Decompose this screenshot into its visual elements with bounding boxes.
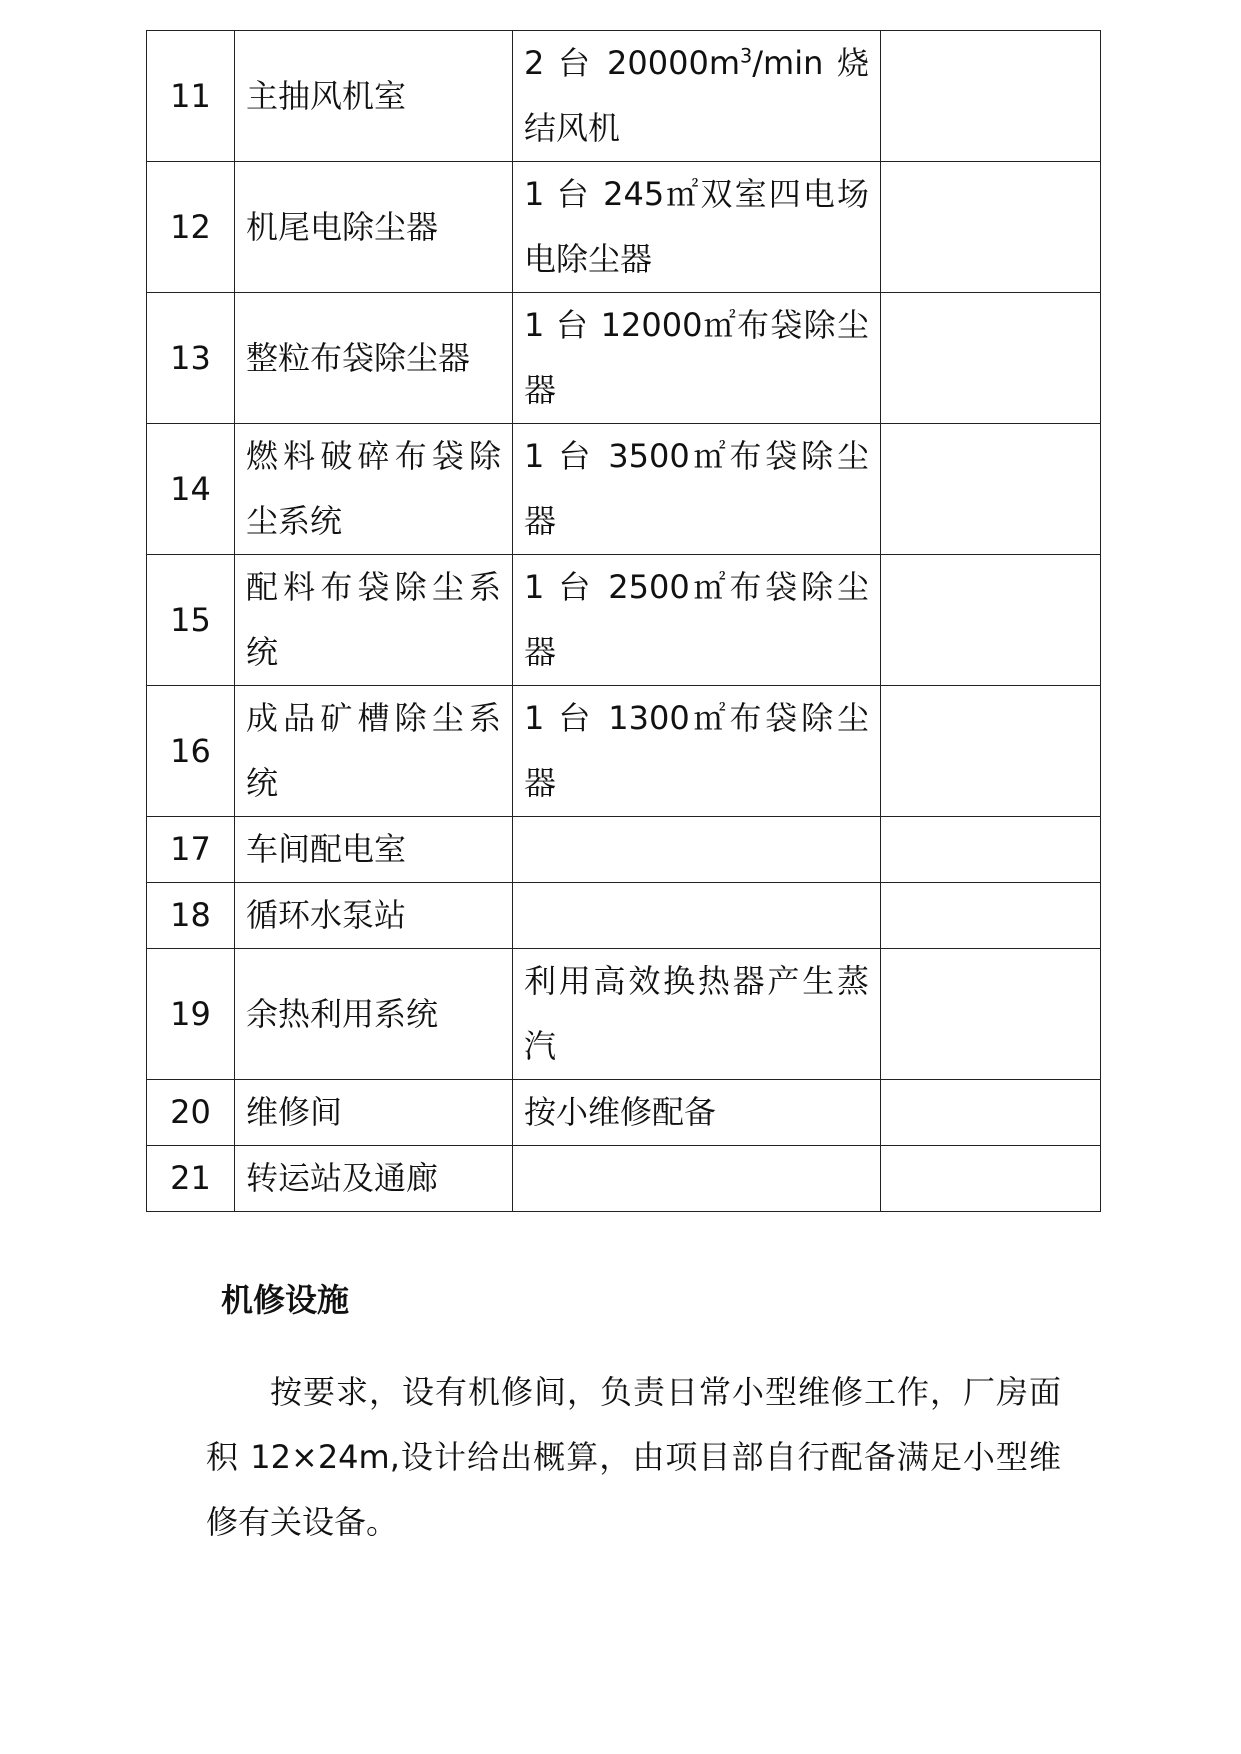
facility-name: 配料布袋除尘系统 xyxy=(235,555,513,686)
row-number: 18 xyxy=(147,883,235,949)
facility-note xyxy=(881,555,1101,686)
table-row xyxy=(147,1080,1101,1146)
facility-note xyxy=(881,293,1101,424)
facility-name: 主抽风机室 xyxy=(235,31,513,162)
facility-name: 整粒布袋除尘器 xyxy=(235,293,513,424)
facility-name: 循环水泵站 xyxy=(235,883,513,949)
facility-note xyxy=(881,949,1101,1080)
table-row xyxy=(147,883,1101,949)
facility-spec: 1 台 245㎡双室四电场电除尘器 xyxy=(513,162,881,293)
facility-note xyxy=(881,1080,1101,1146)
facility-name: 维修间 xyxy=(235,1080,513,1146)
row-number: 13 xyxy=(147,293,235,424)
section-heading: 机修设施 xyxy=(221,1281,350,1319)
row-number: 17 xyxy=(147,817,235,883)
spec-prefix: 2 台 20000m xyxy=(524,44,741,82)
facility-spec: 利用高效换热器产生蒸汽 xyxy=(513,949,881,1080)
table-row xyxy=(147,817,1101,883)
facility-spec: 1 台 2500㎡布袋除尘器 xyxy=(513,555,881,686)
facility-name: 燃料破碎布袋除尘系统 xyxy=(235,424,513,555)
facility-note xyxy=(881,686,1101,817)
facility-spec xyxy=(513,817,881,883)
row-number: 20 xyxy=(147,1080,235,1146)
facility-note xyxy=(881,1146,1101,1212)
row-number: 11 xyxy=(147,31,235,162)
facility-spec: 1 台 1300㎡布袋除尘器 xyxy=(513,686,881,817)
table-row xyxy=(147,555,1101,686)
row-number: 14 xyxy=(147,424,235,555)
row-number: 19 xyxy=(147,949,235,1080)
section-paragraph: 按要求，设有机修间，负责日常小型维修工作，厂房面积 12×24m,设计给出概算，由项目部自行配备满足小型维修有关设备。 xyxy=(206,1373,1061,1541)
facility-name: 转运站及通廊 xyxy=(235,1146,513,1212)
facility-spec: 1 台 3500㎡布袋除尘器 xyxy=(513,424,881,555)
spec-suffix: /min 烧结风机 xyxy=(524,44,869,147)
facility-note xyxy=(881,817,1101,883)
row-number: 12 xyxy=(147,162,235,293)
facility-spec: 按小维修配备 xyxy=(513,1080,881,1146)
facility-spec xyxy=(513,1146,881,1212)
facility-note xyxy=(881,31,1101,162)
table-row xyxy=(147,162,1101,293)
table-row xyxy=(147,1146,1101,1212)
facility-name: 机尾电除尘器 xyxy=(235,162,513,293)
table-row xyxy=(147,424,1101,555)
facility-note xyxy=(881,162,1101,293)
facility-spec xyxy=(513,883,881,949)
facility-note xyxy=(881,424,1101,555)
table-row xyxy=(147,293,1101,424)
facility-name: 余热利用系统 xyxy=(235,949,513,1080)
facility-table xyxy=(146,30,1101,1212)
row-number: 21 xyxy=(147,1146,235,1212)
facility-note xyxy=(881,883,1101,949)
table-row xyxy=(147,31,1101,162)
facility-spec: 1 台 12000㎡布袋除尘器 xyxy=(513,293,881,424)
facility-name: 成品矿槽除尘系统 xyxy=(235,686,513,817)
facility-name: 车间配电室 xyxy=(235,817,513,883)
row-number: 15 xyxy=(147,555,235,686)
table-row xyxy=(147,949,1101,1080)
facility-spec xyxy=(513,31,881,162)
row-number: 16 xyxy=(147,686,235,817)
spec-superscript: 3 xyxy=(740,44,753,68)
table-row xyxy=(147,686,1101,817)
